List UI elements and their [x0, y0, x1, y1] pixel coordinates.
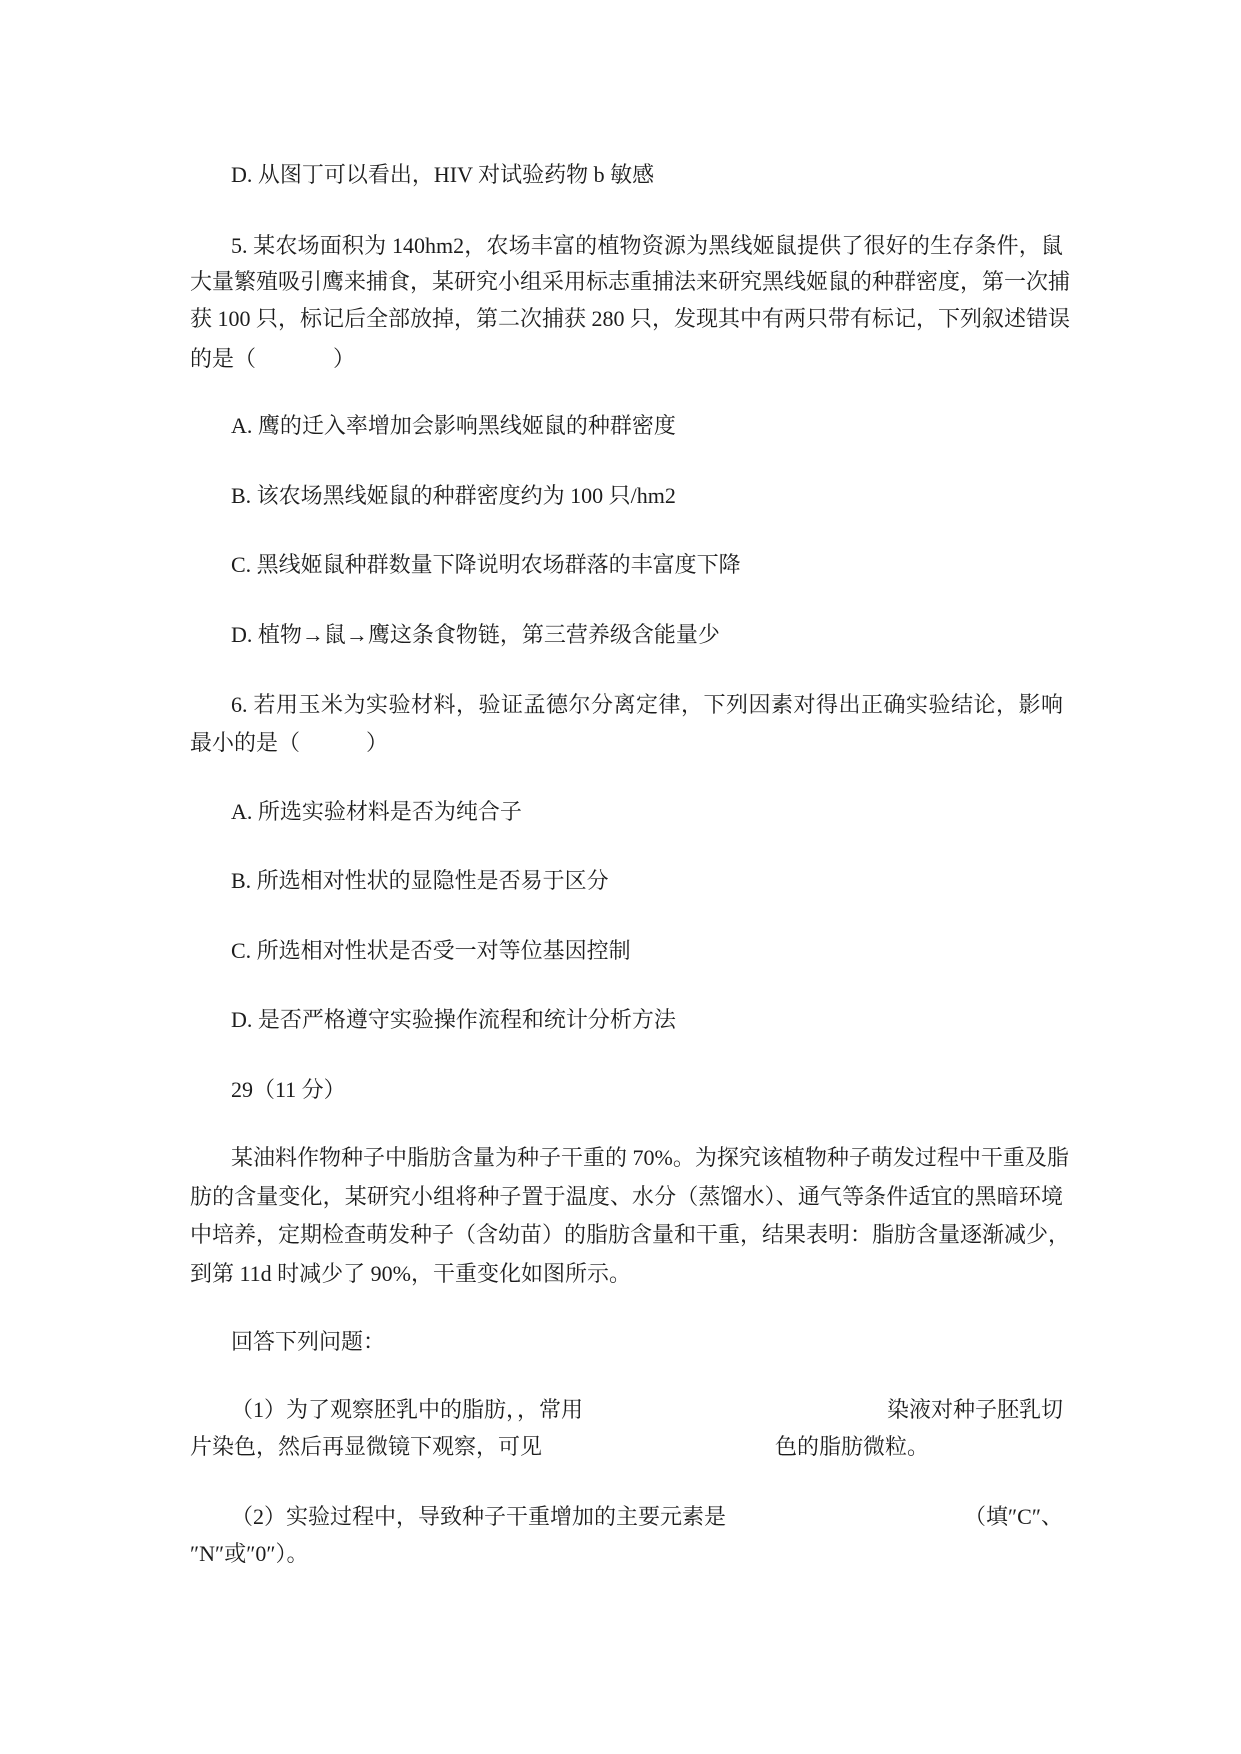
- question-29-part-1-text: （1）为了观察胚乳中的脂肪，，常用: [231, 1397, 584, 1422]
- question-6-option-c: C. 所选相对性状是否受一对等位基因控制: [231, 938, 631, 963]
- question-29-paragraph-line: 到第 11d 时减少了 90%，干重变化如图所示。: [190, 1261, 632, 1286]
- question-29-part-2-text: （填″C″、: [963, 1504, 1063, 1529]
- question-6-option-d: D. 是否严格遵守实验操作流程和统计分析方法: [231, 1007, 676, 1032]
- question-29-paragraph-line: 中培养，定期检查萌发种子（含幼苗）的脂肪含量和干重，结果表明：脂肪含量逐渐减少，: [190, 1222, 1071, 1247]
- question-6-stem-line: 最小的是（ ）: [190, 730, 389, 755]
- question-29-part-1-text: 色的脂肪微粒。: [775, 1434, 930, 1459]
- question-29-paragraph-line: 肪的含量变化，某研究小组将种子置于温度、水分（蒸馏水）、通气等条件适宜的黑暗环境: [190, 1184, 1063, 1209]
- question-29-prompt: 回答下列问题：: [231, 1329, 386, 1354]
- question-29-part-1-text: 片染色，然后再显微镜下观察，可见: [190, 1434, 543, 1459]
- question-5-option-a: A. 鹰的迁入率增加会影响黑线姬鼠的种群密度: [231, 413, 676, 438]
- question-29-paragraph-line: 某油料作物种子中脂肪含量为种子干重的 70%。为探究该植物种子萌发过程中干重及脂: [231, 1145, 1069, 1170]
- question-6-option-b: B. 所选相对性状的显隐性是否易于区分: [231, 868, 609, 893]
- question-5-stem-line: 5. 某农场面积为 140hm2，农场丰富的植物资源为黑线姬鼠提供了很好的生存条件，鼠: [231, 233, 1063, 258]
- question-29-part-2-text: ″N″或″0″）。: [190, 1541, 309, 1566]
- question-6-option-a: A. 所选实验材料是否为纯合子: [231, 799, 522, 824]
- question-4-option-d: D. 从图丁可以看出，HIV 对试验药物 b 敏感: [231, 162, 655, 187]
- question-29-part-2-text: （2）实验过程中，导致种子干重增加的主要元素是: [231, 1504, 727, 1529]
- question-5-stem-line: 获 100 只，标记后全部放掉，第二次捕获 280 只，发现其中有两只带有标记，下列叙述错误: [190, 306, 1071, 331]
- question-5-option-d: D. 植物→鼠→鹰这条食物链，第三营养级含能量少: [231, 622, 720, 647]
- question-5-option-b: B. 该农场黑线姬鼠的种群密度约为 100 只/hm2: [231, 483, 676, 508]
- question-5-stem-line: 的是（ ）: [190, 346, 356, 371]
- question-5-option-c: C. 黑线姬鼠种群数量下降说明农场群落的丰富度下降: [231, 552, 741, 577]
- question-6-stem-line: 6. 若用玉米为实验材料，验证孟德尔分离定律，下列因素对得出正确实验结论，影响: [231, 692, 1063, 717]
- question-5-stem-line: 大量繁殖吸引鹰来捕食，某研究小组采用标志重捕法来研究黑线姬鼠的种群密度，第一次捕: [190, 269, 1071, 294]
- question-29-heading: 29（11 分）: [231, 1077, 346, 1102]
- question-29-part-1-text: 染液对种子胚乳切: [886, 1397, 1063, 1422]
